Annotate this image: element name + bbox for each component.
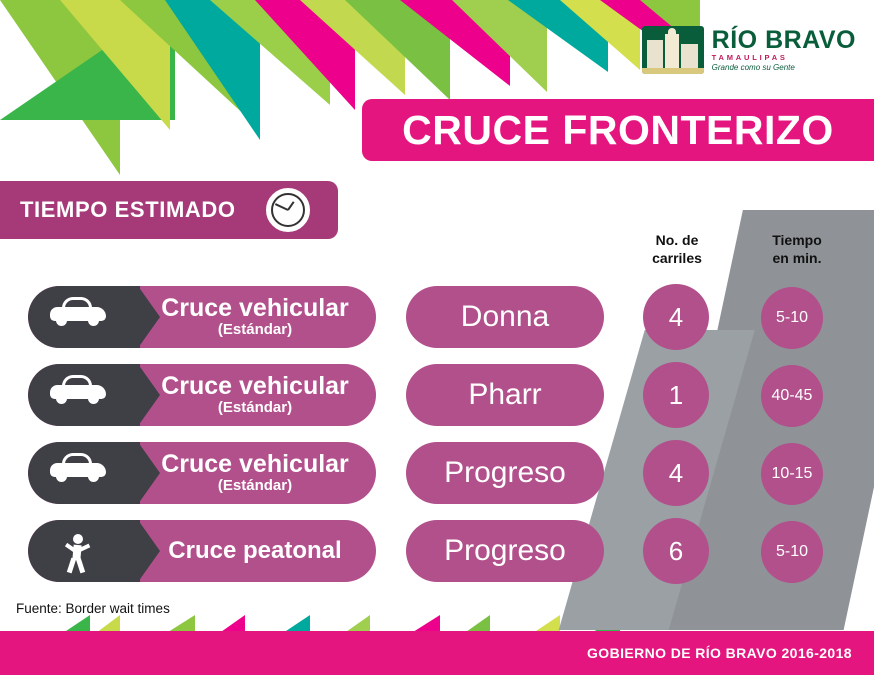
table-row [0, 436, 874, 514]
lanes-value: 1 [668, 379, 684, 410]
wait-time-value: 5-10 [775, 309, 809, 326]
crossing-type-sub: (Estándar) [217, 477, 293, 495]
crossing-type-sub: (Estándar) [217, 399, 293, 417]
logo-subtitle: TAMAULIPAS [711, 52, 788, 62]
crossing-place-pill [406, 442, 604, 504]
lanes-value: 6 [668, 535, 684, 566]
wait-time-value: 40-45 [771, 387, 813, 404]
wait-time-badge [761, 365, 823, 427]
car-icon [50, 378, 106, 412]
wait-time-value: 5-10 [775, 543, 809, 560]
crossing-place-label: Progreso [444, 534, 566, 567]
city-hall-icon [642, 26, 704, 74]
crossing-place-pill [406, 286, 604, 348]
crossing-type-sub: (Estándar) [217, 321, 293, 339]
crossing-type-main: Cruce vehicular [161, 294, 349, 323]
time-column-header [742, 232, 852, 267]
wait-time-badge [761, 443, 823, 505]
table-row [0, 358, 874, 436]
pedestrian-icon [50, 534, 106, 568]
lanes-badge [643, 362, 709, 428]
lanes-badge [643, 440, 709, 506]
crossing-type-pill [28, 442, 376, 504]
clock-icon [266, 188, 310, 232]
wait-time-value: 10-15 [771, 465, 813, 482]
wait-time-badge [761, 521, 823, 583]
crossing-type-pill [28, 520, 376, 582]
source-note: Fuente: Border wait times [16, 601, 170, 616]
logo-tagline: Grande como su Gente [711, 63, 795, 73]
crossing-type-labels [140, 286, 370, 348]
page-title-text: CRUCE FRONTERIZO [402, 106, 834, 153]
crossing-place-label: Pharr [468, 378, 542, 411]
wait-time-badge [761, 287, 823, 349]
car-icon [50, 300, 106, 334]
crossing-type-labels [140, 442, 370, 504]
crossing-place-pill [406, 520, 604, 582]
table-row [0, 514, 874, 592]
lanes-value: 4 [668, 457, 684, 488]
crossing-type-pill [28, 364, 376, 426]
crossing-place-label: Progreso [444, 456, 566, 489]
car-icon [50, 456, 106, 490]
footer-text: GOBIERNO DE RÍO BRAVO 2016-2018 [587, 645, 852, 661]
lanes-column-header-line1: No. de [655, 232, 699, 248]
lanes-value: 4 [668, 301, 684, 332]
crossing-place-pill [406, 364, 604, 426]
crossing-rows [0, 280, 874, 592]
logo-text [711, 25, 856, 73]
footer-bar [0, 631, 874, 675]
lanes-column-header-line2: carriles [652, 249, 702, 266]
crossing-type-main: Cruce peatonal [168, 537, 342, 565]
table-row [0, 280, 874, 358]
rio-bravo-logo [642, 26, 856, 74]
time-column-header-line1: Tiempo [772, 232, 822, 248]
estimated-time-label: TIEMPO ESTIMADO [20, 197, 236, 222]
crossing-place-label: Donna [460, 300, 550, 333]
crossing-type-labels [140, 520, 370, 582]
crossing-type-pill [28, 286, 376, 348]
lanes-column-header [622, 232, 732, 267]
time-column-header-line2: en min. [772, 249, 822, 266]
logo-title: RÍO BRAVO [711, 25, 856, 54]
page-title [362, 99, 874, 161]
crossing-type-labels [140, 364, 370, 426]
lanes-badge [643, 518, 709, 584]
crossing-type-main: Cruce vehicular [161, 372, 349, 401]
lanes-badge [643, 284, 709, 350]
crossing-type-main: Cruce vehicular [161, 450, 349, 479]
